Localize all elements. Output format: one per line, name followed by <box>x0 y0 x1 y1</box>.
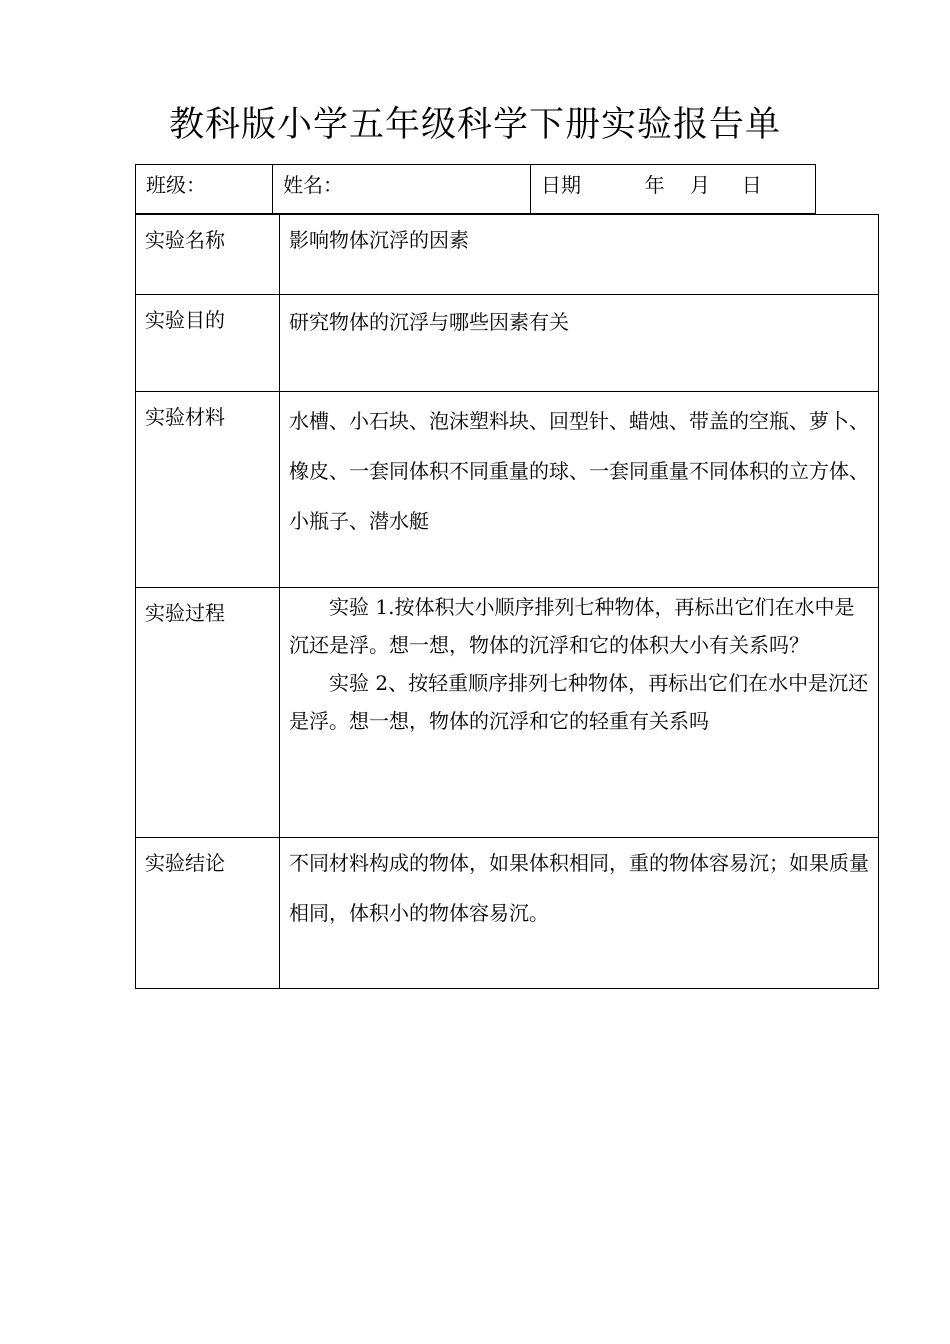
report-table <box>135 214 879 989</box>
table-row-experiment-name <box>136 215 879 295</box>
process-paragraph-1: 实验 1.按体积大小顺序排列七种物体，再标出它们在水中是沉还是浮。想一想，物体的沉浮和它的体积大小有关系吗？ <box>289 595 855 657</box>
table-row-experiment-conclusion <box>136 838 879 989</box>
class-field-label: 班级： <box>136 165 273 213</box>
process-paragraph-2: 实验 2、按轻重顺序排列七种物体，再标出它们在水中是沉还是浮。想一想，物体的沉浮和它的轻重有关系吗 <box>289 671 869 733</box>
table-row-experiment-purpose <box>136 295 879 392</box>
row-label-experiment-process: 实验过程 <box>136 588 280 838</box>
table-row-experiment-process <box>136 588 879 838</box>
page-title: 教科版小学五年级科学下册实验报告单 <box>168 105 781 145</box>
experiment-purpose-content: 研究物体的沉浮与哪些因素有关 <box>280 295 879 392</box>
experiment-conclusion-content: 不同材料构成的物体，如果体积相同，重的物体容易沉；如果质量相同，体积小的物体容易沉。 <box>280 838 879 989</box>
table-row-experiment-materials <box>136 392 879 588</box>
header-row <box>135 164 816 214</box>
row-label-experiment-materials: 实验材料 <box>136 392 280 588</box>
date-field-label: 日期 年 月 日 <box>541 173 762 197</box>
row-label-experiment-purpose: 实验目的 <box>136 295 280 392</box>
name-field-label: 姓名： <box>273 165 531 213</box>
experiment-name-content: 影响物体沉浮的因素 <box>280 215 879 295</box>
experiment-materials-content: 水槽、小石块、泡沫塑料块、回型针、蜡烛、带盖的空瓶、萝卜、橡皮、一套同体积不同重量的球、一套同重量不同体积的立方体、小瓶子、潜水艇 <box>280 392 879 588</box>
row-label-experiment-name: 实验名称 <box>136 215 280 295</box>
row-label-experiment-conclusion: 实验结论 <box>136 838 280 989</box>
experiment-process-content <box>280 588 879 838</box>
